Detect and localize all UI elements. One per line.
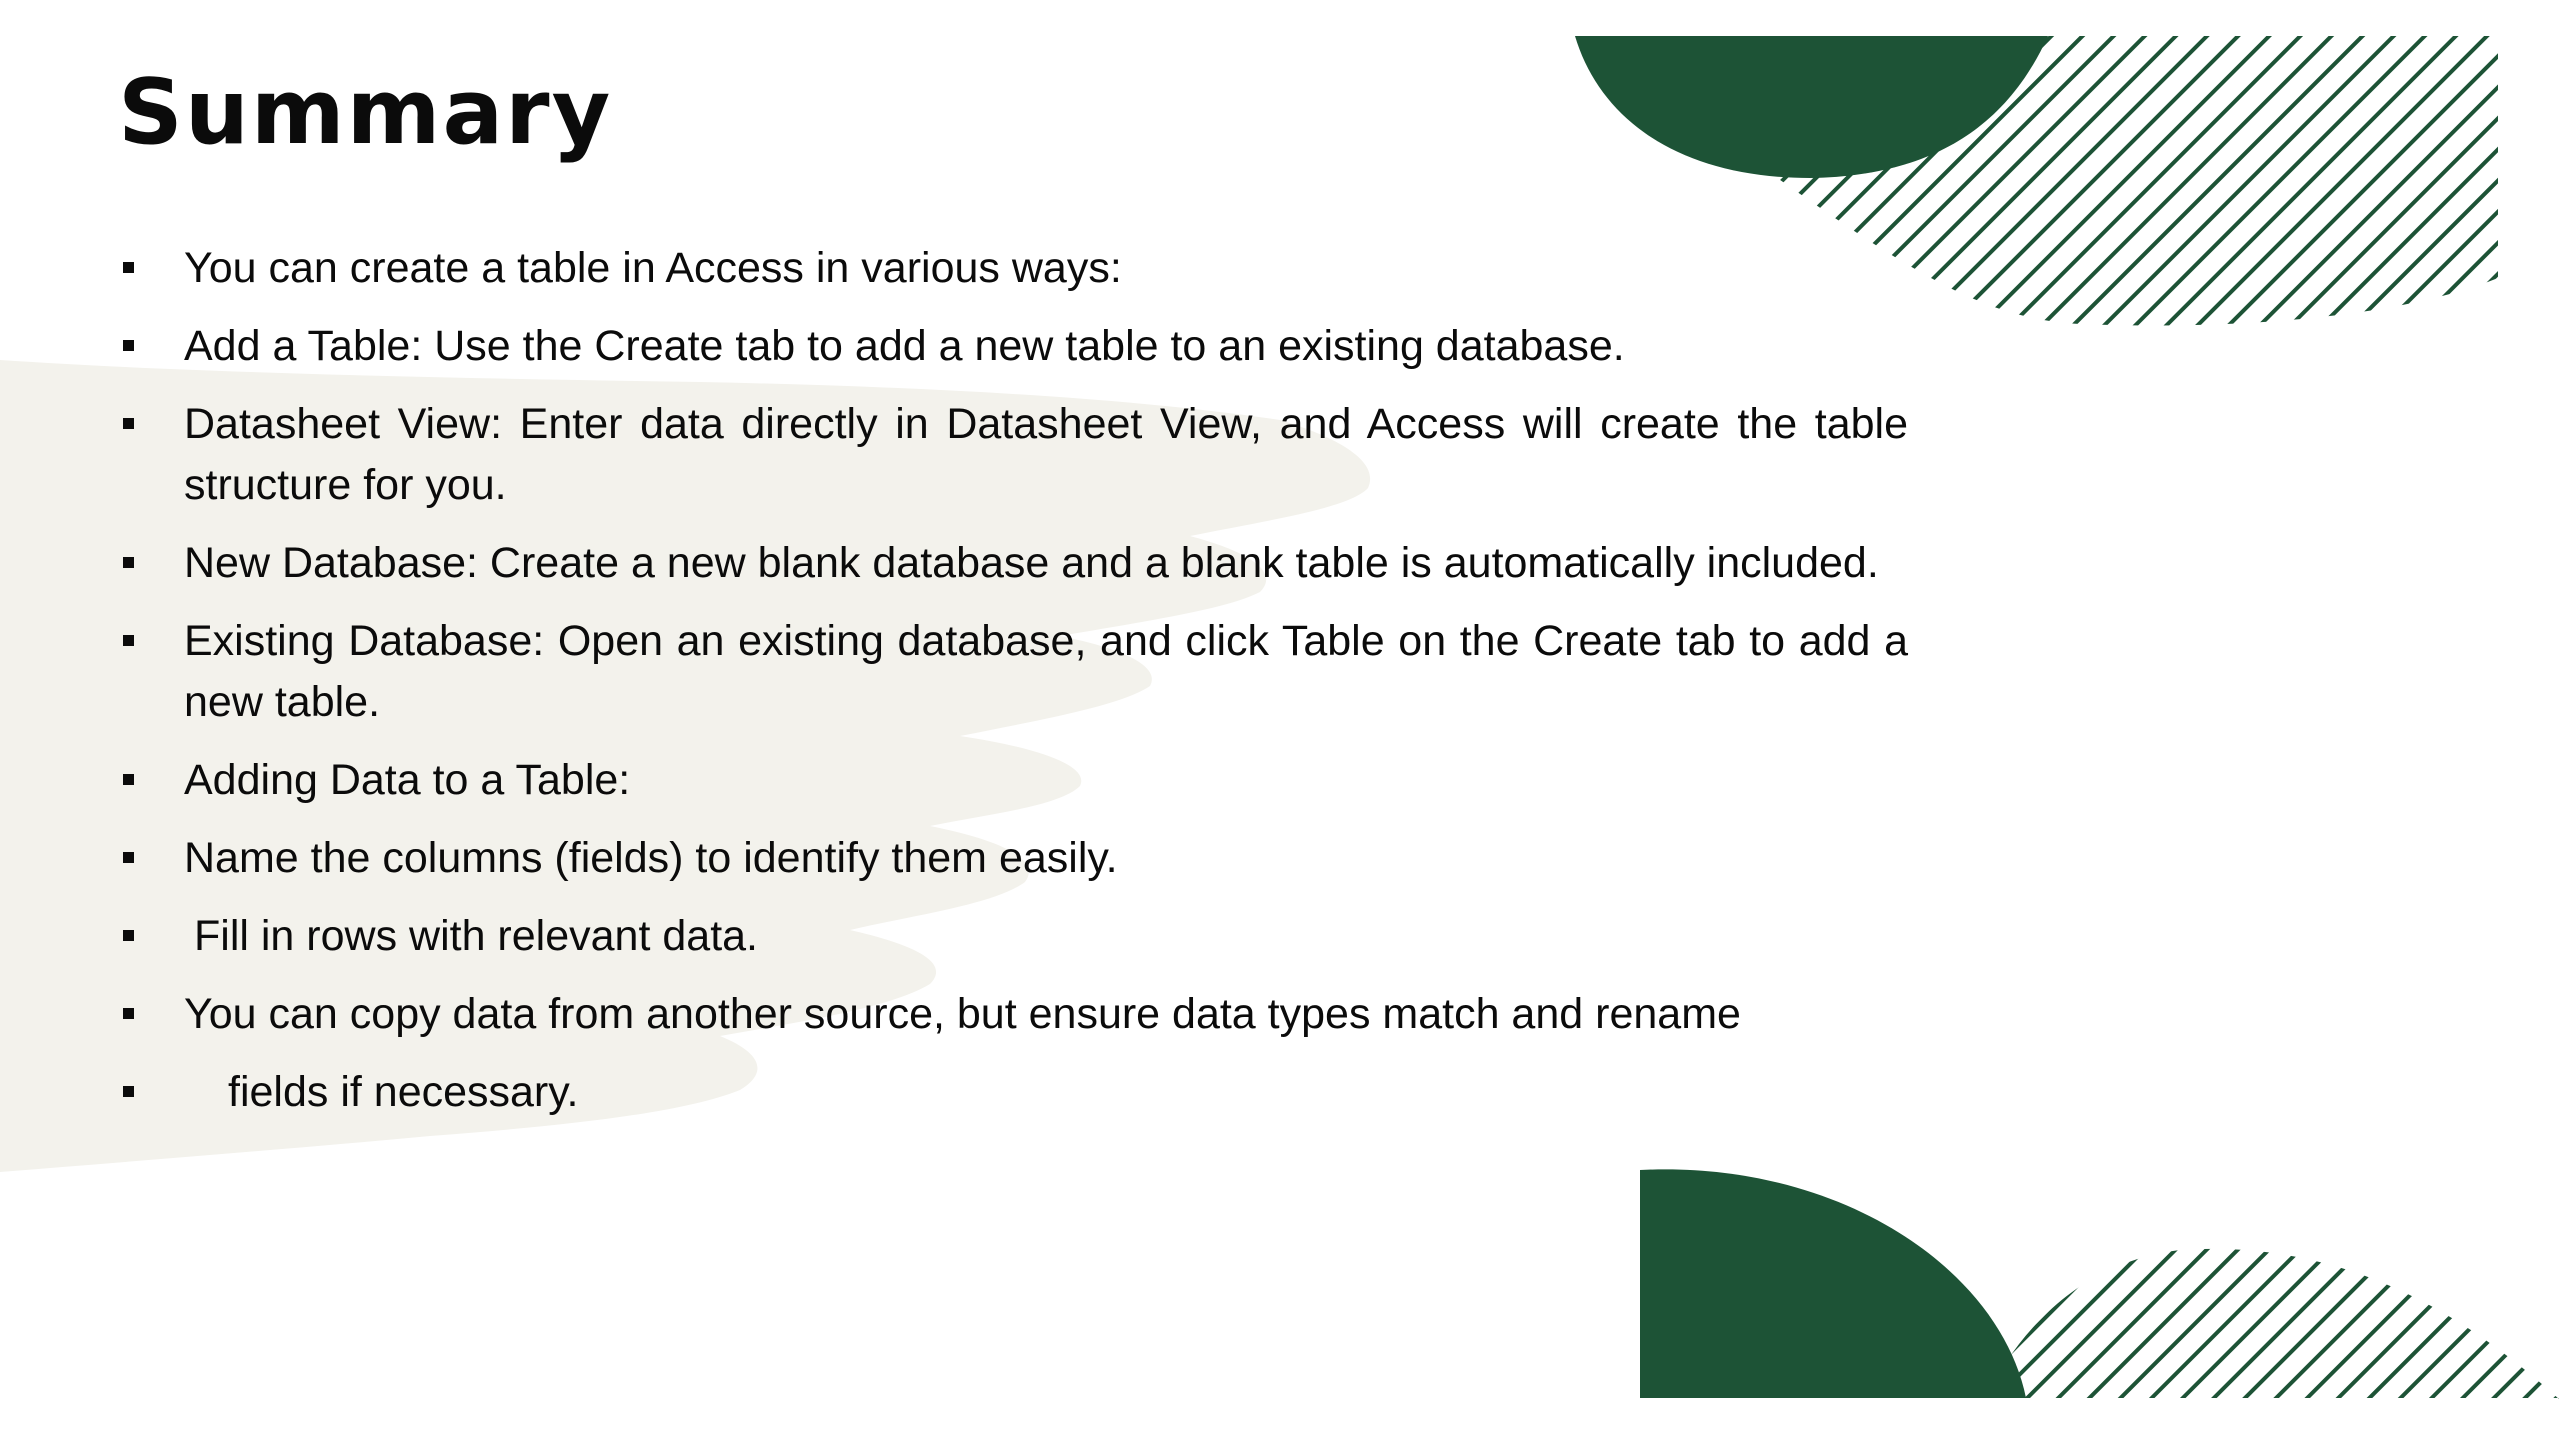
square-bullet-icon <box>123 774 134 785</box>
bullet-list <box>120 238 1908 1140</box>
bullet-text: You can copy data from another source, but ensure data types match and rename <box>184 990 1741 1038</box>
bullet-item <box>120 750 1908 811</box>
bullet-text: Fill in rows with relevant data. <box>194 912 758 960</box>
bullet-text: You can create a table in Access in various ways: <box>184 244 1122 292</box>
square-bullet-icon <box>123 930 134 941</box>
bullet-text: Datasheet View: Enter data directly in Datasheet View, and Access will create the table structure for you. <box>184 400 1908 509</box>
square-bullet-icon <box>123 557 134 568</box>
square-bullet-icon <box>123 635 134 646</box>
bullet-text: fields if necessary. <box>228 1068 579 1116</box>
slide-title: Summary <box>118 60 613 165</box>
bullet-text: Add a Table: Use the Create tab to add a new table to an existing database. <box>184 322 1625 370</box>
bullet-text: New Database: Create a new blank database and a blank table is automatically included. <box>184 539 1879 587</box>
square-bullet-icon <box>123 1086 134 1097</box>
square-bullet-icon <box>123 1008 134 1019</box>
bullet-text: Existing Database: Open an existing database, and click Table on the Create tab to add a new table. <box>184 617 1908 726</box>
square-bullet-icon <box>123 262 134 273</box>
square-bullet-icon <box>123 418 134 429</box>
square-bullet-icon <box>123 340 134 351</box>
bullet-item <box>120 238 1908 299</box>
bullet-text: Name the columns (fields) to identify them easily. <box>184 834 1118 882</box>
bullet-text: Adding Data to a Table: <box>184 756 631 804</box>
square-bullet-icon <box>123 852 134 863</box>
bullet-item <box>120 906 1908 967</box>
bullet-item <box>120 1062 1908 1123</box>
bullet-item <box>120 828 1908 889</box>
bullet-item <box>120 316 1908 377</box>
bullet-item <box>120 394 1908 516</box>
bullet-item <box>120 533 1908 594</box>
bullet-item <box>120 984 1908 1045</box>
bullet-item <box>120 611 1908 733</box>
